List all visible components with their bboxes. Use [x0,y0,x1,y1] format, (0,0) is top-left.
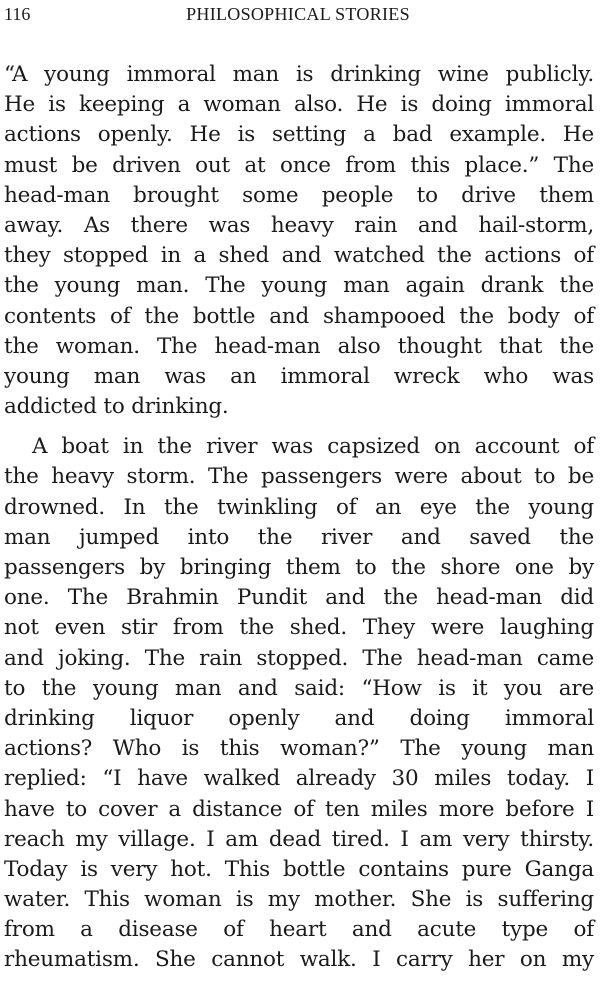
text-line: replied: “I have walked already 30 miles today. I [4,766,594,792]
text-line: one. The Brahmin Pundit and the head-man did [4,585,594,611]
text-line: to the young man and said: “How is it you are [4,675,594,701]
text-line: not even stir from the shed. They were laughing [4,615,594,641]
text-line: man jumped into the river and saved the [4,524,594,550]
text-line: and joking. The rain stopped. The head-man came [4,645,594,671]
text-line: actions? Who is this woman?” The young man [4,736,594,762]
text-line: drinking liquor openly and doing immoral [4,705,594,731]
text-line: actions openly. He is setting a bad example. He [4,122,594,148]
text-line: have to cover a distance of ten miles more before I [4,796,594,822]
text-line: reach my village. I am dead tired. I am very thirsty. [4,826,594,852]
paragraph-2 [4,432,594,975]
text-line: must be driven out at once from this place.” The [4,152,594,178]
paragraph-gap [4,422,594,432]
text-line: drowned. In the twinkling of an eye the young [4,494,594,520]
text-line: He is keeping a woman also. He is doing immoral [4,92,594,118]
running-head [4,4,592,30]
page-number: 116 [4,4,31,24]
text-line: A boat in the river was capsized on account of [32,434,594,460]
text-line: head-man brought some people to drive them [4,182,594,208]
text-line: rheumatism. She cannot walk. I carry her on my [4,947,594,973]
text-line: young man was an immoral wreck who was [4,363,594,389]
text-line: the young man. The young man again drank the [4,273,594,299]
running-title: PHILOSOPHICAL STORIES [186,4,410,24]
text-line: Today is very hot. This bottle contains pure Ganga [4,856,594,882]
text-line: passengers by bringing them to the shore one by [4,555,594,580]
text-line: addicted to drinking. [4,394,229,420]
text-line: they stopped in a shed and watched the actions of [4,243,594,269]
text-line: away. As there was heavy rain and hail-storm, [4,212,594,238]
body-text [4,60,594,976]
text-line: water. This woman is my mother. She is suffering [4,887,594,913]
text-line: the heavy storm. The passengers were about to be [4,464,594,490]
text-line: the woman. The head-man also thought that the [4,333,594,359]
text-line: from a disease of heart and acute type of [4,917,594,943]
paragraph-1 [4,60,594,422]
text-line: “A young immoral man is drinking wine publicly. [4,62,594,87]
text-line: contents of the bottle and shampooed the body of [4,303,594,329]
